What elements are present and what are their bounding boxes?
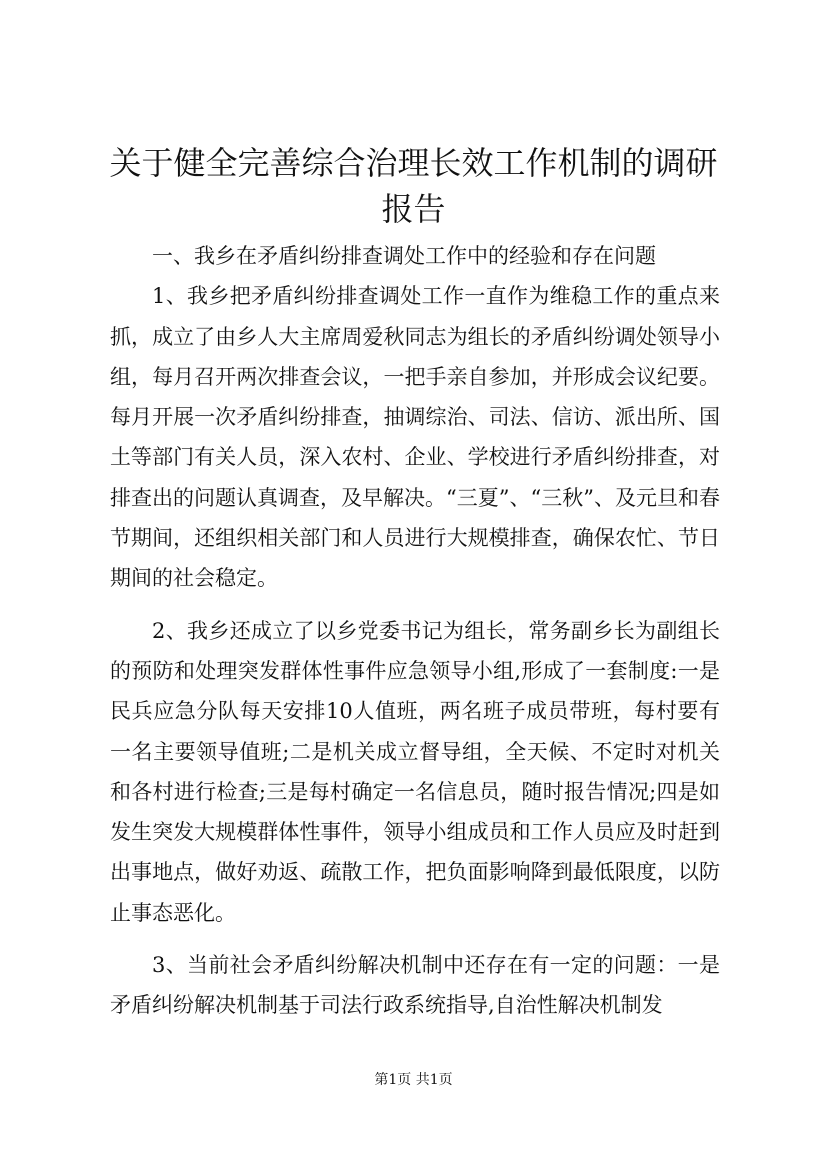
- document-title: 关于健全完善综合治理长效工作机制的调研报告: [109, 144, 718, 228]
- paragraph-1: 1、我乡把矛盾纠纷排查调处工作一直作为维稳工作的重点来抓，成立了由乡人大主席周爱秋同志为组长的矛盾纠纷调处领导小组，每月召开两次排查会议，一把手亲自参加，并形成会议纪要。每月开展一次矛盾纠纷排查，抽调综治、司法、信访、派出所、国土等部门有关人员，深入农村、企业、学校进行矛盾纠纷排查，对排查出的问题认真调查，及早解决。“三夏”、“三秋”、及元旦和春节期间，还组织相关部门和人员进行大规模排查，确保农忙、节日期间的社会稳定。: [110, 284, 720, 591]
- paragraph-3: 3、当前社会矛盾纠纷解决机制中还存在有一定的问题：一是矛盾纠纷解决机制基于司法行政系统指导,自治性解决机制发: [110, 953, 720, 1018]
- section-heading: 一、我乡在矛盾纠纷排查调处工作中的经验和存在问题: [152, 244, 656, 268]
- document-body: [110, 236, 720, 1026]
- paragraph-2: 2、我乡还成立了以乡党委书记为组长，常务副乡长为副组长的预防和处理突发群体性事件应急领导小组,形成了一套制度:一是民兵应急分队每天安排10人值班，两名班子成员带班，每村要有一名主要领导值班;二是机关成立督导组，全天候、不定时对机关和各村进行检查;三是每村确定一名信息员，随时报告情况;四是如发生突发大规模群体性事件，领导小组成员和工作人员应及时赶到出事地点，做好劝返、疏散工作，把负面影响降到最低限度，以防止事态恶化。: [110, 618, 720, 925]
- page-footer: 第1页 共1页: [374, 1072, 453, 1088]
